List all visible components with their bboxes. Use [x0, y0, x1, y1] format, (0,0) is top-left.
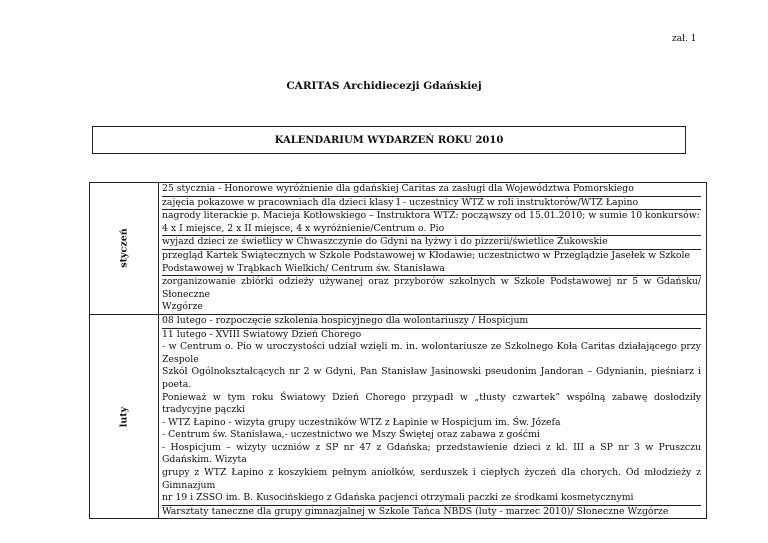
page-number: zał. 1 [672, 34, 697, 44]
event-text-line: Wzgórze [162, 301, 203, 313]
month-cell [90, 183, 159, 315]
organization-title: CARITAS Archidiecezji Gdańskiej [286, 80, 482, 92]
calendar-title-box [92, 126, 686, 154]
event-text-line: - w Centrum o. Pio w uroczystości udział wzięli m. in. wolontariusze ze Szkolnego Koła Caritas działającego przy Zespole [162, 341, 701, 365]
event-text-line: - Hospicjum – wizyty uczniów z SP nr 47 z Gdańska; przedstawienie dzieci z kl. III a SP nr 3 w Pruszczu Gdańskim. Wizyta [162, 441, 701, 466]
event-entry [162, 276, 701, 314]
event-text-line: - Centrum św. Stanisława,- uczestnictwo we Mszy Świętej oraz zabawa z gośćmi [162, 429, 540, 441]
events-table [89, 182, 707, 519]
month-row [90, 314, 707, 519]
event-text-line: - WTZ Łapino - wizyta grupy uczestników WTZ z Łapinie w Hospicjum im. Św. Józefa [162, 416, 561, 428]
event-text-line: zajęcia pokazowe w pracowniach dla dzieci klasy I - uczestnicy WTZ w roli instruktorów/WTZ Łapino [162, 196, 639, 208]
event-text-line: Warsztaty taneczne dla grupy gimnazjalnej w Szkole Tańca NBDS (luty - marzec 2010)/ Słoneczne Wzgórze [162, 505, 669, 517]
event-entry [162, 197, 701, 211]
month-label: luty [118, 406, 130, 427]
event-entry [162, 236, 701, 250]
event-entry [162, 506, 701, 519]
event-text-line: grupy z WTZ Łapino z koszykiem pełnym aniołków, serduszek i ciepłych życzeń dla chorych. Od młodzieży z Gimnazjum [162, 467, 701, 491]
event-entry [162, 315, 701, 329]
event-text-line: Ponieważ w tym roku Światowy Dzień Chorego przypadł w „tłusty czwartek” wspólną zabawę dosłodziły tradycyjne pączki [162, 391, 701, 416]
event-text-line: zorganizowanie zbiórki odzieży używanej oraz przyborów szkolnych w Szkole Podstawowej nr 5 w Gdańsku/ Słoneczne [162, 276, 701, 300]
event-text-line: Podstawowej w Trąbkach Wielkich/ Centrum św. Stanisława [162, 262, 445, 274]
event-text-line: wyjazd dzieci ze świetlicy w Chwaszczynie do Gdyni na łyżwy i do pizzerii/świetlice Żukowskie [162, 236, 608, 248]
event-text-line: 25 stycznia - Honorowe wyróżnienie dla gdańskiej Caritas za zasługi dla Województwa Pomorskiego [162, 183, 634, 194]
month-cell [90, 314, 159, 519]
event-entry [162, 329, 701, 506]
calendar-title: KALENDARIUM WYDARZEŃ ROKU 2010 [274, 134, 504, 146]
event-entry [162, 250, 701, 276]
event-text-line: nr 19 i ZSSO im. B. Kusocińskiego z Gdańska pacjenci otrzymali paczki ze środkami kosmetycznymi [162, 492, 634, 504]
month-events-cell [159, 314, 707, 519]
month-label: styczeń [118, 228, 130, 269]
event-entry [162, 210, 701, 236]
month-events-cell [159, 183, 707, 315]
event-text-line: 4 x I miejsce, 2 x II miejsce, 4 x wyróżnienie/Centrum o. Pio [162, 222, 445, 234]
month-row [90, 183, 707, 315]
events-table-body [90, 183, 707, 519]
event-text-line: 08 lutego - rozpoczęcie szkolenia hospicyjnego dla wolontariuszy / Hospicjum [162, 314, 529, 326]
event-text-line: Szkół Ogólnokształcących nr 2 w Gdyni, Pan Stanisław Jasinowski pseudonim Jandoran – Gdynianin, pieśniarz i poeta. [162, 366, 701, 390]
event-entry [162, 183, 701, 197]
event-text-line: nagrody literackie p. Macieja Kotłowskiego – Instruktora WTZ: począwszy od 15.01.2010; w sumie 10 konkursów: [162, 210, 700, 222]
event-text-line: 11 lutego - XVIII Światowy Dzień Chorego [162, 328, 362, 340]
event-text-line: przegląd Kartek Świątecznych w Szkole Podstawowej w Kłodawie; uczestnictwo w Przeglądzie Jasełek w Szkole [162, 249, 690, 261]
